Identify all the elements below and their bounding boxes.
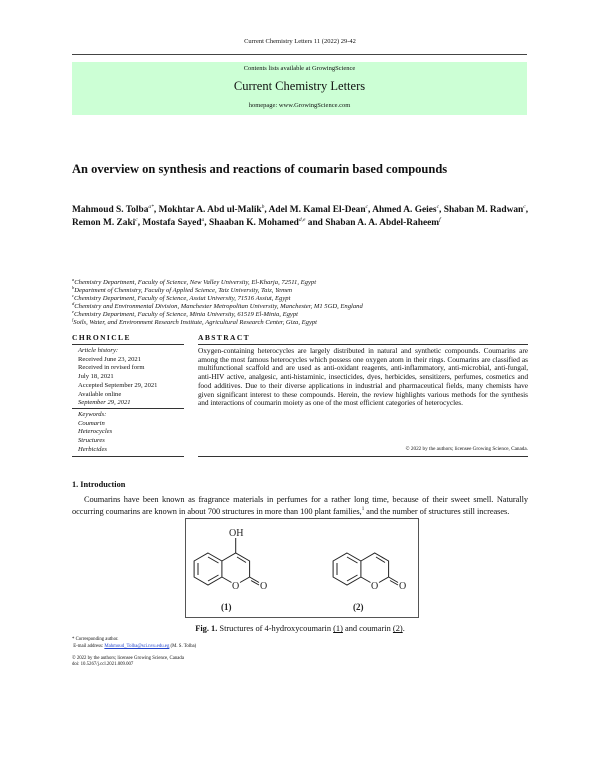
author-sup: f [439,216,441,223]
header-rule [72,54,527,55]
caption-prefix: Fig. 1. [195,624,218,634]
keyword: Coumarin [78,419,105,427]
author: Shaaban K. Mohamed [208,218,299,228]
front-matter-columns [72,333,528,457]
structure-coumarin [333,553,406,612]
article-history [72,345,184,409]
affiliation [72,308,528,319]
history-line: Received June 23, 2021 [78,355,141,363]
carbonyl-oxygen-label: O [260,581,268,593]
affiliation [72,300,528,311]
affiliation [72,292,528,303]
affiliation [72,284,528,295]
figure-1 [185,518,419,618]
chronicle-heading: CHRONICLE [72,333,184,345]
author-sup: a [201,216,205,223]
abstract-copyright: © 2022 by the authors; licensee Growing Science, Canada. [198,442,528,457]
keyword: Heterocycles [78,428,113,436]
history-line: Accepted September 29, 2021 [78,381,158,389]
affiliation-text: Department of Chemistry, Faculty of Applied Science, Taiz University, Taiz, Yemen [74,287,293,294]
abstract-text: Oxygen-containing heterocycles are largely distributed in natural and synthetic compounds. Coumarins are among the most famous heterocycles which possess one oxygen atom in their rings. Coumarins are classified as multifunctional scaffold and are used as anti-oxidant reagents, anti-inflammatory, anti-microbial, anti-fungal, anti-HIV active, analgesic, anti-histaminic, insecticides, dyes, herbicides, sensitizers, perfumes, cosmetics and food additives. Due to their diverse applications in industrial and pharmaceutical fields, many chemists have given significant interest to these compounds. Herein, the review highlights various methods for the synthesis and interactions of coumarin moiety as one of the most efficient categories of heterocycles. [198,346,528,408]
caption-text: and coumarin [342,624,393,634]
chronicle-column [72,333,184,457]
keyword: Structures [78,437,105,445]
caption-ref: (2) [392,624,403,634]
author-list: Mahmoud S. Tolba$^{a*}$, Mokhtar A. Abd ul-Malik$^b$, Adel M. Kamal El-Dean$^c$, Ahmed A. Geies$^c$, Shaban M. Radwan$^c$, Remon M. Zaki$^c$, Mostafa Sayed$^a$, Shaaban K. Mohamed$^{d,e}$ and Shaban A. A. Abdel-Raheem$^f$ [72,203,529,228]
affiliation [72,276,528,287]
affiliation-sup: c [72,292,74,298]
author: Adel M. Kamal El-Dean [268,205,366,215]
caption-text: Structures of 4-hydroxycoumarin [217,624,334,634]
history-label: Article history: [78,347,119,354]
author-and: and [307,218,323,228]
article-title: An overview on synthesis and reactions of coumarin based compounds [72,162,448,176]
article-body [72,161,528,669]
affiliation-text: Chemistry Department, Faculty of Science, Minia University, 61519 El-Minia, Egypt [74,311,298,318]
history-line: September 29, 2021 [78,399,131,407]
doi[interactable]: doi: 10.5267/j.ccl.2021.009.007 [72,662,134,668]
caption-ref: (1) [333,624,343,634]
journal-name: Current Chemistry Letters [233,79,366,93]
running-head: Current Chemistry Letters 11 (2022) 29-42 [244,38,356,45]
author: Mostafa Sayed [142,218,202,228]
affiliation-text: Chemistry Department, Faculty of Science, Assiut University, 71516 Assiut, Egypt [74,295,291,302]
journal-banner [72,62,527,115]
affiliation-text: Chemistry Department, Faculty of Science, New Valley University, El-Kharja, 72511, Egypt [74,279,317,286]
history-line: Available online [78,390,122,398]
affiliation-sup: e [72,308,74,314]
keywords-label: Keywords: [78,410,107,418]
keyword: Herbicides [78,445,107,453]
ring-oxygen-label: O [371,581,379,593]
author-sup: d,e [298,216,306,223]
abstract-heading: ABSTRACT [198,333,528,345]
author-sup: c [135,216,138,223]
compound-label-1: (1) [221,602,232,613]
author-sup: c [436,203,440,210]
author: Mahmoud S. Tolba [72,205,149,215]
affiliation-sup: b [72,284,75,290]
corresponding-author-note: * Corresponding author. [72,637,119,643]
figure-caption [0,623,600,634]
abstract-column [198,333,528,457]
ring-oxygen-label: O [232,581,240,593]
footnotes [72,637,528,668]
section-heading-introduction: 1. Introduction [72,480,126,490]
oh-label: OH [229,528,244,540]
email-label: E-mail address: [73,643,105,649]
reference-link[interactable]: 1 [361,507,365,513]
author-sup: b [261,203,265,210]
author-sup: a* [148,203,154,210]
author: Shaban M. Radwan [443,205,524,215]
keywords [72,409,184,458]
author: Remon M. Zaki [72,218,136,228]
affiliation-sup: d [72,300,75,306]
email-link[interactable]: Mahmoud_Tolba@sci.nvu.edu.eg [104,643,170,649]
intro-text: and the number of structures still increases. [364,507,510,517]
author: Mokhtar A. Abd ul-Malik [158,205,262,215]
affiliation-text: Soils, Water, and Environment Research Institute, Agricultural Research Center, Giza, Egypt [73,319,318,326]
compound-label-2: (2) [353,602,364,613]
history-line: Received in revised form [78,364,145,372]
affiliation-sup: f [72,316,74,322]
intro-text: Coumarins have been known as fragrance materials in perfumes for a rather long time, because of their sweet smell. Naturally occurring coumarins are known in about 700 structures in more than 100 plant families, [72,495,528,517]
journal-homepage[interactable]: homepage: www.GrowingScience.com [248,102,351,109]
footer-copyright: © 2022 by the authors; licensee Growing Science, Canada [72,656,184,662]
caption-text: . [402,624,405,634]
author: Shaban A. A. Abdel-Raheem [325,218,440,228]
carbonyl-oxygen-label: O [399,581,407,593]
contents-line: Contents lists available at GrowingScience [243,65,356,72]
history-line: July 18, 2021 [78,373,114,381]
intro-paragraph [72,494,528,518]
email-suffix: (M. S. Tolba) [169,643,197,649]
author: Ahmed A. Geies [372,205,437,215]
affiliations [72,276,528,327]
coumarin-structures [186,519,418,617]
author-sup: c [365,203,368,210]
affiliation [72,316,528,327]
affiliation-text: Chemistry and Environmental Division, Manchester Metropolitan University, Manchester, M1 5GD, England [74,303,363,310]
author-sup: c [523,203,526,210]
structure-4-hydroxycoumarin [194,528,267,612]
affiliation-sup: a [72,276,75,282]
